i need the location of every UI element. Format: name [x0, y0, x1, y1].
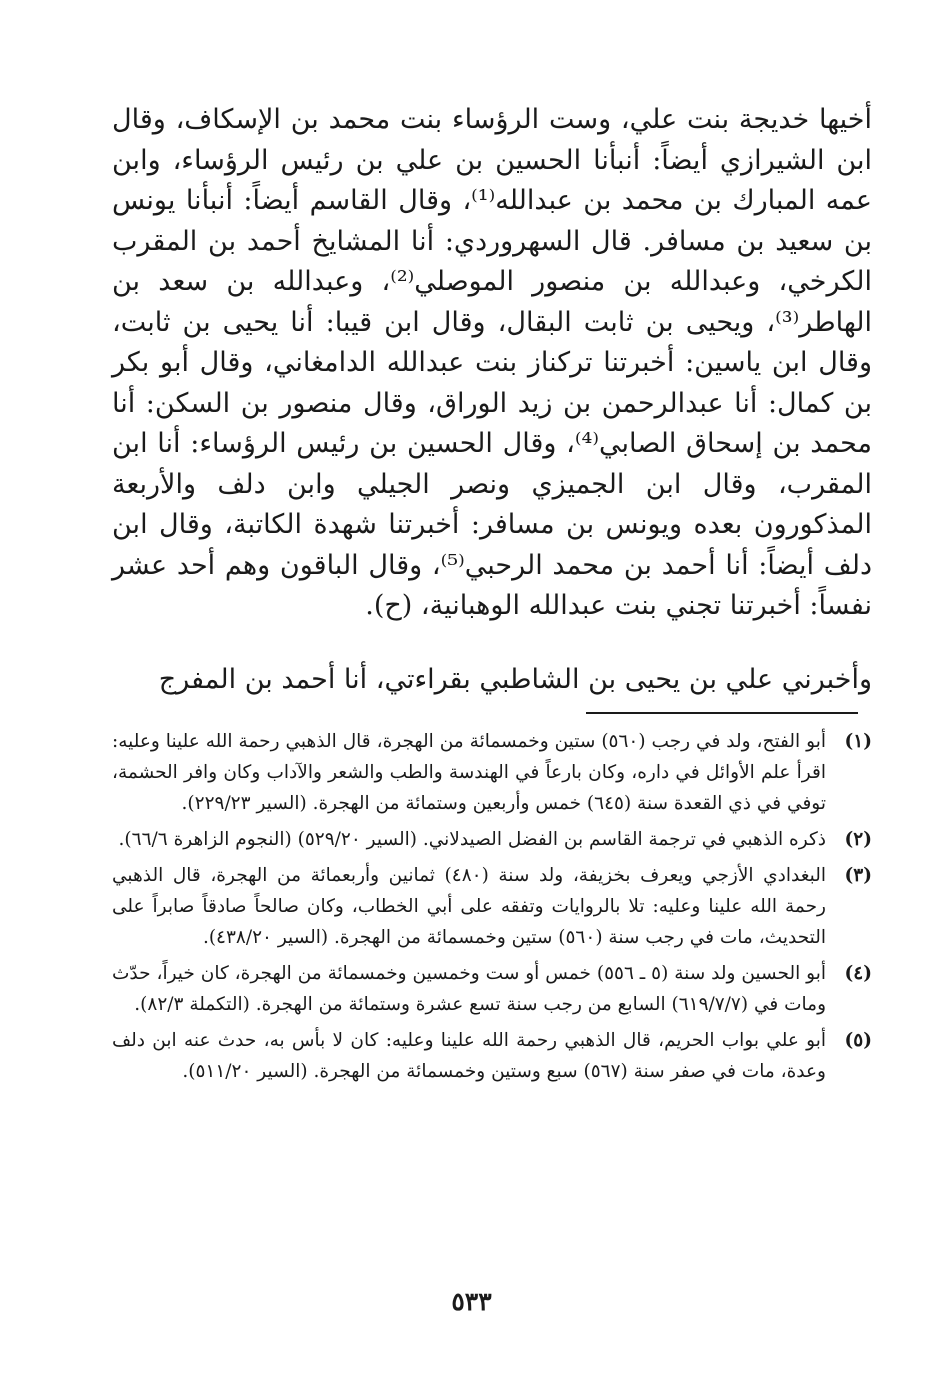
footnote-text: أبو علي بواب الحريم، قال الذهبي رحمة الله علينا وعليه: كان لا بأس به، حدث عنه ابن دلف وعدة، مات في صفر سنة (٥٦٧) سبع وستين وخمسمائة من الهجرة. (السير ٥١١/٢٠). — [112, 1030, 826, 1082]
footnote-text: أبو الحسين ولد سنة (٥ ـ ٥٥٦) خمس أو ست وخمسين وخمسمائة من الهجرة، كان خيراً، حدّث ومات في (٦١٩/٧/٧) السابع من رجب سنة تسع عشرة وستمائة من الهجرة. (التكملة ٨٢/٣). — [112, 963, 826, 1015]
footnote-number: (٣) — [844, 865, 872, 886]
main-paragraph-2: وأخبرني علي بن يحيى بن الشاطبي بقراءتي، أنا أحمد بن المفرج — [158, 663, 872, 695]
page-number: ٥٣٣ — [451, 1287, 492, 1316]
main-paragraph-1: أخيها خديجة بنت علي، وست الرؤساء بنت محمد بن الإسكاف، وقال ابن الشيرازي أيضاً: أنبأنا الحسين بن علي بن رئيس الرؤساء، وابن عمه المبارك بن محمد بن عبدالله⁽¹⁾، وقال القاسم أيضاً: أنبأنا يونس بن سعيد بن مسافر. قال السهروردي: أنا المشايخ أحمد بن المقرب الكرخي، وعبدالله بن منصور الموصلي⁽²⁾، وعبدالله بن سعد بن الهاطر⁽³⁾، ويحيى بن ثابت البقال، وقال ابن قيبا: أنا يحيى بن ثابت، وقال ابن ياسين: أخبرتنا تركناز بنت عبدالله الدامغاني، وقال أبو بكر بن كمال: أنا عبدالرحمن بن زيد الوراق، وقال منصور بن السكن: أنا محمد بن إسحاق الصابي⁽⁴⁾، وقال الحسين بن رئيس الرؤساء: أنا ابن المقرب، وقال ابن الجميزي ونصر الجيلي وابن دلف والأربعة المذكورون بعده ويونس بن مسافر: أخبرتنا شهدة الكاتبة، وقال ابن دلف أيضاً: أنا أحمد بن محمد الرحبي⁽⁵⁾، وقال الباقون وهم أحد عشر نفساً: أخبرتنا تجني بنت عبدالله الوهبانية، (ح). — [112, 104, 872, 621]
footnote-5 — [112, 1025, 872, 1087]
footnote-4 — [112, 958, 872, 1020]
footnote-number: (١) — [844, 731, 872, 752]
footnote-2 — [112, 824, 872, 855]
footnote-1 — [112, 726, 872, 819]
footnote-3 — [112, 860, 872, 953]
footnote-divider — [586, 712, 858, 714]
paragraph-gap — [112, 627, 872, 660]
footnote-text: أبو الفتح، ولد في رجب (٥٦٠) ستين وخمسمائة من الهجرة، قال الذهبي رحمة الله علينا وعليه: اقرأ علم الأوائل في داره، وكان بارعاً في الهندسة والطب والشعر والآداب وكان وافر الحشمة، توفي في ذي القعدة سنة (٦٤٥) خمس وأربعين وستمائة من الهجرة. (السير ٢٢٩/٢٣). — [112, 731, 826, 814]
footnotes — [112, 726, 872, 1092]
footnote-text: البغدادي الأزجي ويعرف بخزيفة، ولد سنة (٤٨٠) ثمانين وأربعمائة من الهجرة، قال الذهبي رحمة الله علينا وعليه: تلا بالروايات وتفقه على أبي الخطاب، وكان صالحاً صادقاً صابراً على التحديث، مات في رجب سنة (٥٦٠) ستين وخمسمائة من الهجرة. (السير ٤٣٨/٢٠). — [112, 865, 826, 948]
footnote-number: (٢) — [844, 829, 872, 850]
footnote-text: ذكره الذهبي في ترجمة القاسم بن الفضل الصيدلاني. (السير ٥٢٩/٢٠) (النجوم الزاهرة ٦٦/٦). — [118, 829, 826, 850]
footnote-number: (٥) — [844, 1030, 872, 1051]
footnote-number: (٤) — [844, 963, 872, 984]
main-text — [112, 100, 872, 700]
